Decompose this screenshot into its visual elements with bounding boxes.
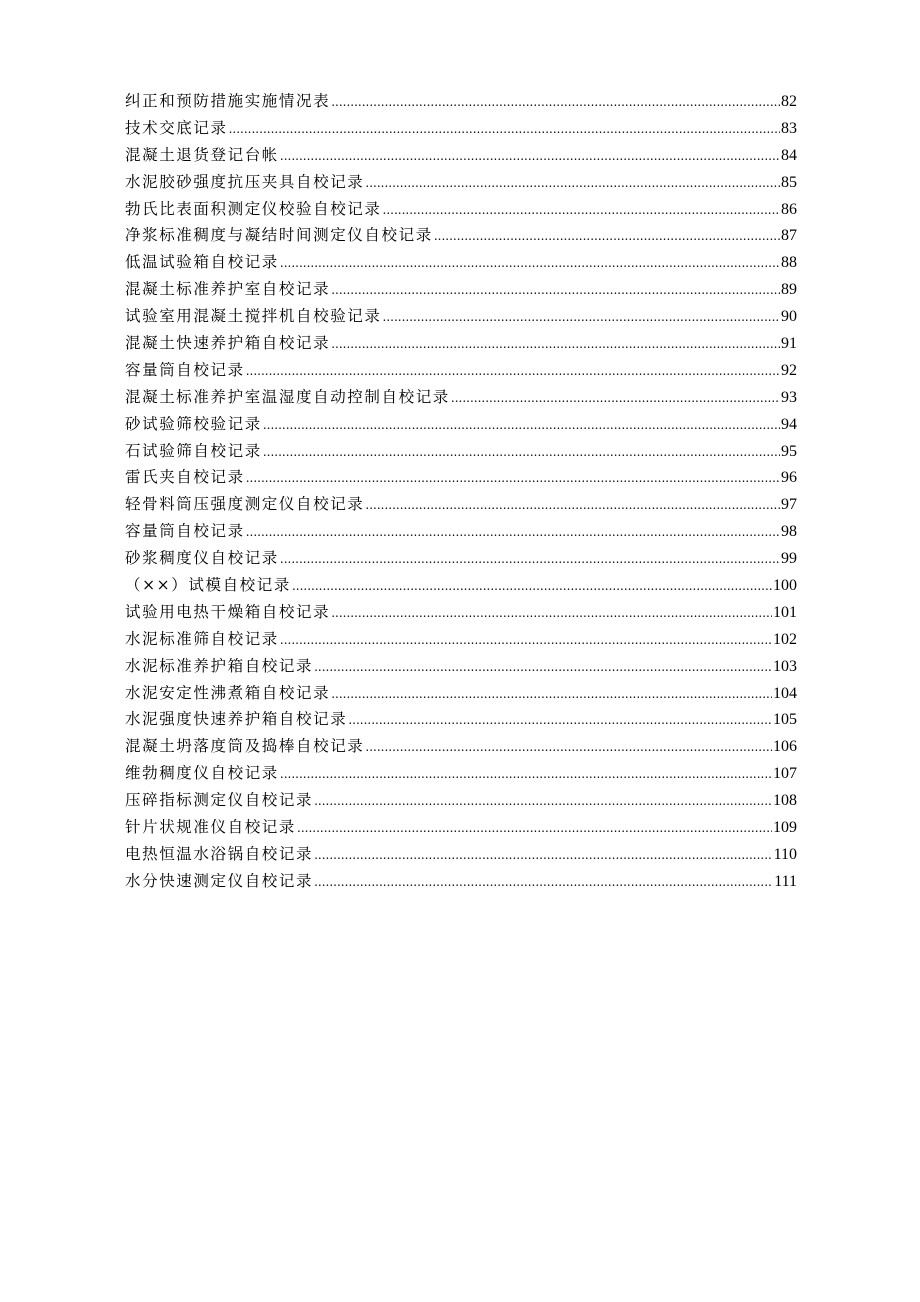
toc-dot-leader — [292, 573, 772, 600]
toc-entry-page-number: 88 — [781, 254, 797, 272]
toc-entry-page-number: 103 — [773, 657, 797, 675]
toc-dot-leader — [314, 788, 772, 815]
toc-entry-title: 雷氏夹自校记录 — [125, 468, 245, 487]
toc-entry-title: 水泥胶砂强度抗压夹具自校记录 — [125, 172, 365, 191]
toc-entry[interactable] — [125, 599, 797, 626]
toc-dot-leader — [280, 627, 772, 654]
toc-entry-title: 石试验筛自校记录 — [125, 441, 262, 460]
toc-dot-leader — [331, 600, 772, 627]
toc-dot-leader — [348, 707, 772, 734]
toc-entry-page-number: 109 — [773, 819, 797, 837]
toc-entry[interactable] — [125, 303, 797, 330]
toc-dot-leader — [246, 519, 780, 546]
toc-entry-page-number: 102 — [773, 630, 797, 648]
toc-entry-page-number: 93 — [781, 388, 797, 406]
toc-dot-leader — [365, 734, 772, 761]
toc-entry-page-number: 99 — [781, 550, 797, 568]
toc-dot-leader — [280, 250, 780, 277]
toc-entry-page-number: 108 — [773, 792, 797, 810]
toc-entry-title: 轻骨料筒压强度测定仪自校记录 — [125, 495, 365, 514]
toc-entry-title: 砂试验筛校验记录 — [125, 414, 262, 433]
toc-entry[interactable] — [125, 491, 797, 518]
toc-entry[interactable] — [125, 438, 797, 465]
toc-entry-title: 水分快速测定仪自校记录 — [125, 871, 314, 890]
toc-entry[interactable] — [125, 142, 797, 169]
toc-entry-title: 水泥标准养护箱自校记录 — [125, 656, 314, 675]
toc-entry[interactable] — [125, 814, 797, 841]
toc-entry-page-number: 94 — [781, 415, 797, 433]
toc-entry[interactable] — [125, 626, 797, 653]
toc-dot-leader — [280, 546, 780, 573]
toc-dot-leader — [383, 304, 780, 331]
toc-entry[interactable] — [125, 680, 797, 707]
toc-entry-page-number: 107 — [773, 765, 797, 783]
toc-entry-title: 维勃稠度仪自校记录 — [125, 764, 279, 783]
toc-dot-leader — [451, 385, 780, 412]
toc-entry[interactable] — [125, 706, 797, 733]
toc-entry[interactable] — [125, 115, 797, 142]
toc-entry-page-number: 110 — [773, 845, 797, 863]
toc-entry-title: 水泥强度快速养护箱自校记录 — [125, 710, 348, 729]
toc-entry-page-number: 90 — [781, 308, 797, 326]
toc-entry-title: 试验室用混凝土搅拌机自校验记录 — [125, 307, 382, 326]
toc-dot-leader — [314, 654, 772, 681]
toc-entry-title: 勃氏比表面积测定仪校验自校记录 — [125, 199, 382, 218]
toc-dot-leader — [331, 89, 780, 116]
toc-entry[interactable] — [125, 464, 797, 491]
toc-entry-title: 电热恒温水浴锅自校记录 — [125, 844, 314, 863]
toc-entry[interactable] — [125, 222, 797, 249]
toc-entry-title: 针片状规准仪自校记录 — [125, 818, 297, 837]
toc-entry-page-number: 104 — [773, 684, 797, 702]
toc-dot-leader — [246, 465, 780, 492]
toc-entry-page-number: 97 — [781, 496, 797, 514]
toc-entry-title: 技术交底记录 — [125, 118, 228, 137]
toc-entry-title: 净浆标准稠度与凝结时间测定仪自校记录 — [125, 226, 433, 245]
toc-entry-title: 容量筒自校记录 — [125, 522, 245, 541]
toc-entry-page-number: 105 — [773, 711, 797, 729]
toc-dot-leader — [263, 412, 780, 439]
toc-entry-page-number: 86 — [781, 200, 797, 218]
toc-entry[interactable] — [125, 868, 797, 895]
toc-entry-title: 容量筒自校记录 — [125, 360, 245, 379]
toc-entry-page-number: 100 — [773, 577, 797, 595]
toc-entry[interactable] — [125, 572, 797, 599]
toc-dot-leader — [331, 331, 780, 358]
toc-entry-page-number: 84 — [781, 146, 797, 164]
toc-entry[interactable] — [125, 276, 797, 303]
toc-entry-title: 压碎指标测定仪自校记录 — [125, 791, 314, 810]
toc-entry[interactable] — [125, 787, 797, 814]
toc-entry-page-number: 92 — [781, 361, 797, 379]
toc-dot-leader — [280, 143, 780, 170]
toc-entry-page-number: 89 — [781, 281, 797, 299]
toc-dot-leader — [314, 842, 772, 869]
toc-entry[interactable] — [125, 384, 797, 411]
toc-entry-page-number: 82 — [781, 93, 797, 110]
toc-entry[interactable] — [125, 169, 797, 196]
toc-entry[interactable] — [125, 653, 797, 680]
toc-dot-leader — [434, 223, 780, 250]
toc-entry-page-number: 95 — [781, 442, 797, 460]
toc-entry-page-number: 91 — [781, 335, 797, 353]
toc-entry-title: 低温试验箱自校记录 — [125, 253, 279, 272]
toc-dot-leader — [331, 277, 780, 304]
toc-dot-leader — [365, 170, 780, 197]
toc-dot-leader — [246, 358, 780, 385]
toc-entry-page-number: 85 — [781, 173, 797, 191]
toc-entry-page-number: 106 — [773, 738, 797, 756]
toc-entry-title: 纠正和预防措施实施情况表 — [125, 92, 331, 110]
toc-entry-page-number: 83 — [781, 119, 797, 137]
toc-dot-leader — [280, 761, 772, 788]
toc-dot-leader — [263, 439, 780, 466]
toc-entry[interactable] — [125, 841, 797, 868]
toc-entry-title: 混凝土标准养护室温湿度自动控制自校记录 — [125, 387, 450, 406]
toc-entry-title: 混凝土坍落度筒及捣棒自校记录 — [125, 737, 365, 756]
toc-entry[interactable] — [125, 357, 797, 384]
toc-entry-title: 混凝土标准养护室自校记录 — [125, 280, 331, 299]
toc-dot-leader — [331, 681, 772, 708]
toc-dot-leader — [365, 492, 780, 519]
toc-entry[interactable] — [125, 249, 797, 276]
toc-entry-title: 混凝土退货登记台帐 — [125, 145, 279, 164]
toc-dot-leader — [297, 815, 772, 842]
toc-dot-leader — [383, 197, 780, 224]
toc-entry[interactable] — [125, 733, 797, 760]
toc-entry[interactable] — [125, 545, 797, 572]
toc-entry-page-number: 98 — [781, 523, 797, 541]
toc-entry[interactable] — [125, 411, 797, 438]
toc-entry[interactable] — [125, 760, 797, 787]
toc-entry-title: 混凝土快速养护箱自校记录 — [125, 334, 331, 353]
toc-entry-title: 水泥标准筛自校记录 — [125, 629, 279, 648]
toc-dot-leader — [229, 116, 780, 143]
toc-entry-title: 砂浆稠度仪自校记录 — [125, 549, 279, 568]
toc-entry-page-number: 96 — [781, 469, 797, 487]
toc-entry[interactable] — [125, 518, 797, 545]
toc-entry[interactable] — [125, 88, 797, 115]
toc-entry-page-number: 87 — [781, 227, 797, 245]
toc-entry-page-number: 101 — [773, 603, 797, 621]
table-of-contents — [125, 88, 797, 895]
toc-entry-title: 试验用电热干燥箱自校记录 — [125, 602, 331, 621]
toc-entry-title: 水泥安定性沸煮箱自校记录 — [125, 683, 331, 702]
toc-entry-title: （××）试模自校记录 — [125, 576, 291, 595]
toc-entry[interactable] — [125, 196, 797, 223]
toc-dot-leader — [314, 869, 773, 896]
toc-entry-page-number: 111 — [774, 872, 797, 890]
toc-entry[interactable] — [125, 330, 797, 357]
